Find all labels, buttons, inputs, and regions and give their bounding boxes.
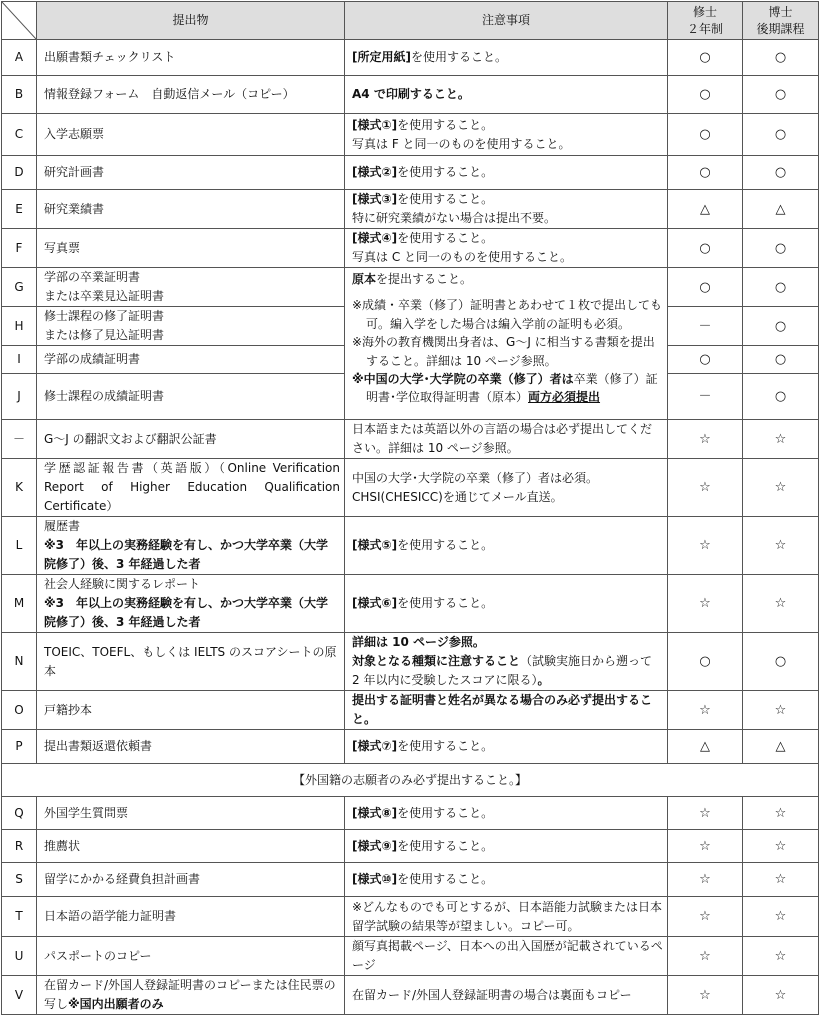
master-mark: ○ <box>668 346 743 374</box>
row-code: A <box>2 40 37 76</box>
row-note: [様式⑧]を使用すること。 <box>345 797 668 830</box>
row-code: Q <box>2 797 37 830</box>
doctor-mark: ☆ <box>743 575 819 633</box>
row-code: R <box>2 830 37 863</box>
table-row <box>2 40 819 76</box>
master-mark: ○ <box>668 114 743 156</box>
row-note: [様式②]を使用すること。 <box>345 156 668 190</box>
row-note: [様式⑥]を使用すること。 <box>345 575 668 633</box>
master-mark: ○ <box>668 156 743 190</box>
row-note: [所定用紙]を使用すること。 <box>345 40 668 76</box>
master-mark: － <box>668 374 743 420</box>
doctor-mark: ○ <box>743 156 819 190</box>
doctor-mark: ○ <box>743 633 819 691</box>
row-item: 研究業績書 <box>37 190 345 229</box>
table-row <box>2 797 819 830</box>
row-item: TOEIC、TOEFL、もしくは IELTS のスコアシートの原本 <box>37 633 345 691</box>
doctor-mark: ☆ <box>743 517 819 575</box>
doctor-mark: ○ <box>743 307 819 346</box>
row-note: 顔写真掲載ページ、日本への出入国歴が記載されているページ <box>345 937 668 976</box>
doctor-mark: ☆ <box>743 976 819 1015</box>
header-corner-cell <box>2 2 37 40</box>
table-row <box>2 633 819 691</box>
row-note: 日本語または英語以外の言語の場合は必ず提出してください。詳細は 10 ページ参照。 <box>345 420 668 459</box>
row-code: P <box>2 730 37 764</box>
table-row <box>2 190 819 229</box>
row-code: F <box>2 229 37 268</box>
doctor-mark: ☆ <box>743 420 819 459</box>
master-mark: ○ <box>668 76 743 114</box>
row-item: G～J の翻訳文および翻訳公証書 <box>37 420 345 459</box>
table-row <box>2 420 819 459</box>
row-note: A4 で印刷すること。 <box>345 76 668 114</box>
row-item: 留学にかかる経費負担計画書 <box>37 863 345 897</box>
master-mark: ☆ <box>668 691 743 730</box>
header-row <box>2 2 819 40</box>
table-row <box>2 976 819 1015</box>
table-row <box>2 730 819 764</box>
row-note-g-to-j: 原本を提出すること。 ※成績・卒業（修了）証明書とあわせて１枚で提出しても可。編入学をした場合は編入学前の証明も必須。 ※海外の教育機関出身者は、G～J に相当する書類を提出すること。詳細は 10 ページ参照。 ※中国の大学･大学院の卒業（修了）者は卒業（修了）証明書･学位取得証明書（原本）両方必須提出 <box>345 268 668 420</box>
row-note: [様式⑩]を使用すること。 <box>345 863 668 897</box>
row-item: 情報登録フォーム 自動返信メール（コピー） <box>37 76 345 114</box>
doctor-mark: ☆ <box>743 937 819 976</box>
master-mark: － <box>668 307 743 346</box>
master-mark: ○ <box>668 268 743 307</box>
section-row <box>2 764 819 797</box>
row-item: パスポートのコピー <box>37 937 345 976</box>
master-mark: ☆ <box>668 420 743 459</box>
master-mark: ☆ <box>668 830 743 863</box>
table-row <box>2 897 819 937</box>
row-note: ※どんなものでも可とするが、日本語能力試験または日本留学試験の結果等が望ましい。コピー可。 <box>345 897 668 937</box>
master-mark: ☆ <box>668 797 743 830</box>
row-item: 日本語の語学能力証明書 <box>37 897 345 937</box>
row-item: 学部の成績証明書 <box>37 346 345 374</box>
row-code: S <box>2 863 37 897</box>
header-master: 修士 ２年制 <box>668 2 743 40</box>
row-note: [様式⑨]を使用すること。 <box>345 830 668 863</box>
master-mark: ○ <box>668 229 743 268</box>
row-item: 戸籍抄本 <box>37 691 345 730</box>
row-note: [様式①]を使用すること。 写真は F と同一のものを使用すること。 <box>345 114 668 156</box>
row-code: J <box>2 374 37 420</box>
doctor-mark: ○ <box>743 229 819 268</box>
doctor-mark: ○ <box>743 76 819 114</box>
doctor-mark: ☆ <box>743 691 819 730</box>
master-mark: ☆ <box>668 863 743 897</box>
table-row <box>2 863 819 897</box>
master-mark: ☆ <box>668 937 743 976</box>
row-note: 在留カード/外国人登録証明書の場合は裏面もコピー <box>345 976 668 1015</box>
table-row <box>2 114 819 156</box>
row-code: C <box>2 114 37 156</box>
row-note: 提出する証明書と姓名が異なる場合のみ必ず提出すること。 <box>345 691 668 730</box>
row-code: I <box>2 346 37 374</box>
row-code: K <box>2 459 37 517</box>
row-item: 社会人経験に関するレポート ※3 年以上の実務経験を有し、かつ大学卒業（大学院修了）後、3 年経過した者 <box>37 575 345 633</box>
row-note: [様式⑦]を使用すること。 <box>345 730 668 764</box>
row-item: 提出書類返還依頼書 <box>37 730 345 764</box>
table-row <box>2 156 819 190</box>
row-item: 外国学生質問票 <box>37 797 345 830</box>
master-mark: ○ <box>668 40 743 76</box>
row-note: 詳細は 10 ページ参照。 対象となる種類に注意すること（試験実施日から遡って 2 年以内に受験したスコアに限る）。 <box>345 633 668 691</box>
row-item: 在留カード/外国人登録証明書のコピーまたは住民票の写し※国内出願者のみ <box>37 976 345 1015</box>
row-item: 修士課程の修了証明書 または修了見込証明書 <box>37 307 345 346</box>
row-note: [様式④]を使用すること。 写真は C と同一のものを使用すること。 <box>345 229 668 268</box>
table-row <box>2 229 819 268</box>
doctor-mark: ☆ <box>743 459 819 517</box>
row-item: 学歴認証報告書（英語版）（Online Verification Report of Higher Education Qualification Certificate） <box>37 459 345 517</box>
row-item: 推薦状 <box>37 830 345 863</box>
table-row <box>2 76 819 114</box>
table-row <box>2 459 819 517</box>
master-mark: ☆ <box>668 897 743 937</box>
row-code: L <box>2 517 37 575</box>
row-note: [様式⑤]を使用すること。 <box>345 517 668 575</box>
row-code: E <box>2 190 37 229</box>
row-code: G <box>2 268 37 307</box>
row-note: [様式③]を使用すること。 特に研究業績がない場合は提出不要。 <box>345 190 668 229</box>
master-mark: ☆ <box>668 575 743 633</box>
master-mark: ☆ <box>668 976 743 1015</box>
doctor-mark: ☆ <box>743 863 819 897</box>
row-code: D <box>2 156 37 190</box>
doctor-mark: ☆ <box>743 830 819 863</box>
master-mark: △ <box>668 730 743 764</box>
row-code: H <box>2 307 37 346</box>
row-item: 出願書類チェックリスト <box>37 40 345 76</box>
application-documents-table <box>1 1 819 1015</box>
table-row <box>2 575 819 633</box>
header-doctor: 博士 後期課程 <box>743 2 819 40</box>
table-row <box>2 830 819 863</box>
master-mark: ☆ <box>668 459 743 517</box>
doctor-mark: ○ <box>743 268 819 307</box>
doctor-mark: △ <box>743 190 819 229</box>
header-note: 注意事項 <box>345 2 668 40</box>
doctor-mark: ○ <box>743 346 819 374</box>
row-code: T <box>2 897 37 937</box>
doctor-mark: ☆ <box>743 797 819 830</box>
row-item: 学部の卒業証明書 または卒業見込証明書 <box>37 268 345 307</box>
master-mark: △ <box>668 190 743 229</box>
doctor-mark: ○ <box>743 40 819 76</box>
diagonal-line <box>2 2 36 39</box>
table-row <box>2 937 819 976</box>
doctor-mark: ○ <box>743 374 819 420</box>
row-code: － <box>2 420 37 459</box>
row-item: 写真票 <box>37 229 345 268</box>
row-code: O <box>2 691 37 730</box>
row-item: 履歴書 ※3 年以上の実務経験を有し、かつ大学卒業（大学院修了）後、3 年経過した者 <box>37 517 345 575</box>
row-item: 修士課程の成績証明書 <box>37 374 345 420</box>
row-code: B <box>2 76 37 114</box>
row-code: N <box>2 633 37 691</box>
row-code: U <box>2 937 37 976</box>
table-row <box>2 268 819 307</box>
row-item: 入学志願票 <box>37 114 345 156</box>
table-row <box>2 517 819 575</box>
row-item: 研究計画書 <box>37 156 345 190</box>
header-item: 提出物 <box>37 2 345 40</box>
row-note: 中国の大学･大学院の卒業（修了）者は必須。 CHSI(CHESICC)を通じてメール直送。 <box>345 459 668 517</box>
master-mark: ○ <box>668 633 743 691</box>
section-label: 【外国籍の志願者のみ必ず提出すること。】 <box>2 764 819 797</box>
row-code: V <box>2 976 37 1015</box>
master-mark: ☆ <box>668 517 743 575</box>
doctor-mark: ☆ <box>743 897 819 937</box>
doctor-mark: △ <box>743 730 819 764</box>
table-row <box>2 691 819 730</box>
row-code: M <box>2 575 37 633</box>
doctor-mark: ○ <box>743 114 819 156</box>
